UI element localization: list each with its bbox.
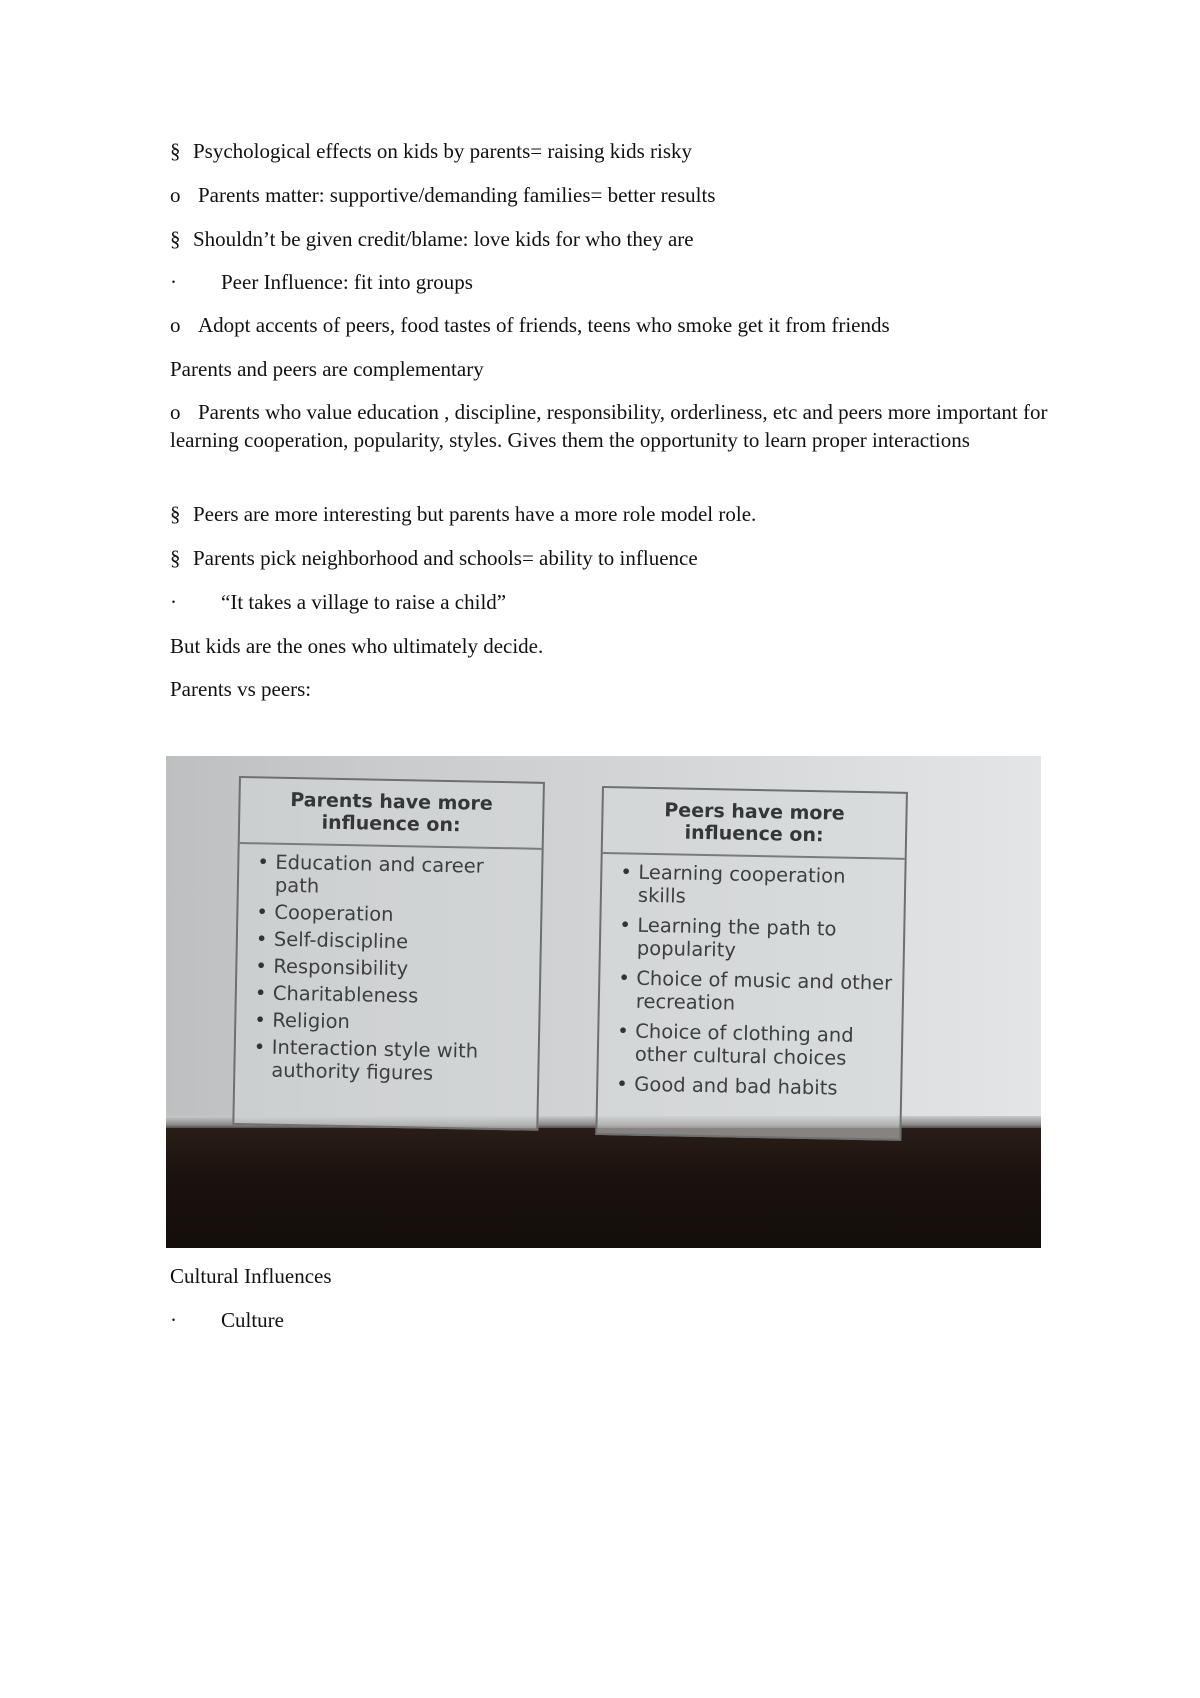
note-line-13 bbox=[170, 1262, 332, 1290]
list-item: • Learning cooperation skills bbox=[616, 860, 895, 911]
note-text: “It takes a village to raise a child” bbox=[221, 590, 507, 614]
note-line-14 bbox=[170, 1306, 284, 1334]
parents-table-heading: Parents have more influence on: bbox=[240, 778, 543, 850]
note-line-3 bbox=[170, 225, 694, 253]
note-line-2 bbox=[170, 181, 715, 209]
peers-table-heading: Peers have more influence on: bbox=[603, 788, 906, 860]
dot-bullet-icon: · bbox=[170, 1308, 177, 1332]
note-text: Adopt accents of peers, food tastes of friends, teens who smoke get it from friends bbox=[198, 313, 890, 337]
dot-bullet-icon: · bbox=[170, 590, 177, 614]
list-item: • Charitableness bbox=[251, 981, 529, 1009]
list-item: • Interaction style with authority figures bbox=[249, 1035, 528, 1086]
note-text: Cultural Influences bbox=[170, 1264, 332, 1288]
list-item: • Education and career path bbox=[253, 850, 532, 901]
section-bullet-icon: § bbox=[170, 227, 181, 251]
circle-bullet-icon: o bbox=[170, 313, 181, 337]
circle-bullet-icon: o bbox=[170, 183, 181, 207]
dark-floor bbox=[166, 1128, 1041, 1248]
note-text: Parents who value education , discipline, responsibility, orderliness, etc and peers more important for learning cooperation, popularity, styles. Gives them the opportunity to learn proper interactions bbox=[170, 400, 1048, 452]
section-bullet-icon: § bbox=[170, 139, 181, 163]
parents-influence-table bbox=[232, 776, 545, 1131]
list-item: • Good and bad habits bbox=[612, 1072, 890, 1100]
note-line-12 bbox=[170, 675, 311, 703]
note-text: Parents pick neighborhood and schools= ability to influence bbox=[193, 546, 698, 570]
note-line-9 bbox=[170, 544, 698, 572]
note-text: Culture bbox=[221, 1308, 284, 1332]
note-line-7 bbox=[170, 398, 1070, 454]
section-bullet-icon: § bbox=[170, 502, 181, 526]
list-item: • Choice of music and other recreation bbox=[614, 966, 893, 1017]
note-text: But kids are the ones who ultimately decide. bbox=[170, 634, 544, 658]
note-text: Peer Influence: fit into groups bbox=[221, 270, 473, 294]
list-item: • Cooperation bbox=[252, 900, 530, 928]
note-text: Peers are more interesting but parents have a more role model role. bbox=[193, 502, 757, 526]
slide-photo bbox=[166, 756, 1041, 1248]
peers-influence-table bbox=[595, 786, 908, 1141]
note-text: Shouldn’t be given credit/blame: love kids for who they are bbox=[193, 227, 694, 251]
list-item: • Religion bbox=[250, 1008, 528, 1036]
list-item: • Self-discipline bbox=[252, 927, 530, 955]
peers-influence-list bbox=[598, 854, 905, 1101]
list-item: • Responsibility bbox=[251, 954, 529, 982]
section-bullet-icon: § bbox=[170, 546, 181, 570]
parents-influence-list bbox=[235, 844, 541, 1087]
note-line-1 bbox=[170, 137, 692, 165]
dot-bullet-icon: · bbox=[170, 270, 177, 294]
note-line-6 bbox=[170, 355, 484, 383]
note-text: Psychological effects on kids by parents= raising kids risky bbox=[193, 139, 693, 163]
list-item: • Choice of clothing and other cultural choices bbox=[613, 1019, 892, 1070]
note-text: Parents and peers are complementary bbox=[170, 357, 484, 381]
note-line-10 bbox=[170, 588, 506, 616]
circle-bullet-icon: o bbox=[170, 400, 181, 424]
note-text: Parents matter: supportive/demanding families= better results bbox=[198, 183, 716, 207]
note-line-5 bbox=[170, 311, 890, 339]
note-line-8 bbox=[170, 500, 756, 528]
note-line-4 bbox=[170, 268, 473, 296]
note-text: Parents vs peers: bbox=[170, 677, 312, 701]
list-item: • Learning the path to popularity bbox=[615, 913, 894, 964]
note-line-11 bbox=[170, 632, 543, 660]
